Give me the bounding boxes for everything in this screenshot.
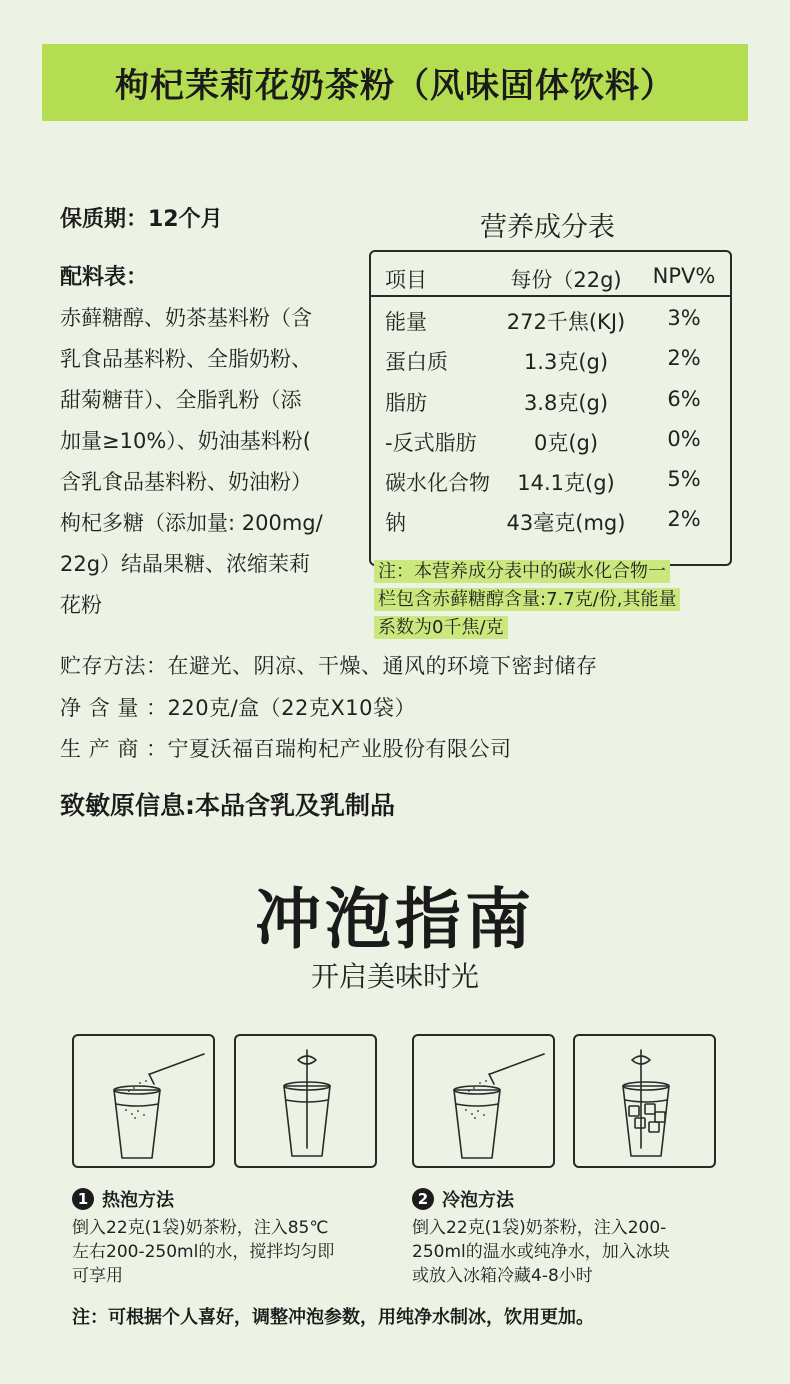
allergen-info: 致敏原信息:本品含乳及乳制品 — [60, 791, 395, 820]
step2-line: 倒入22克(1袋)奶茶粉，注入200- — [412, 1218, 667, 1238]
step2-pour-card — [412, 1034, 555, 1168]
nutrient-name: 碳水化合物 — [385, 471, 490, 495]
ingredients-line: 赤藓糖醇、奶茶基料粉（含 — [60, 306, 312, 330]
nutrition-table — [369, 250, 732, 566]
step1-line: 左右200-250ml的水，搅拌均匀即 — [72, 1242, 335, 1262]
step1-number-badge: 1 — [72, 1188, 94, 1210]
nutrient-name: -反式脂肪 — [385, 431, 477, 455]
step2-ice-card — [573, 1034, 716, 1168]
cup-pour-icon — [414, 1036, 557, 1170]
guide-title: 冲泡指南 — [255, 881, 535, 958]
ingredients-line: 加量≥10%）、奶油基料粉( — [60, 429, 311, 453]
ingredients-heading: 配料表： — [60, 265, 149, 290]
step1-heading — [72, 1186, 174, 1212]
nutrient-npv: 5% — [667, 467, 701, 491]
nutrient-name: 蛋白质 — [385, 350, 448, 374]
nutrient-npv: 6% — [667, 387, 701, 411]
nutrient-npv: 0% — [667, 427, 701, 451]
step2-number-badge: 2 — [412, 1188, 434, 1210]
ingredients-line: 甜菊糖苷）、全脂乳粉（添 — [60, 388, 302, 412]
step2-heading — [412, 1186, 514, 1212]
step2-line: 250ml的温水或纯净水，加入冰块 — [412, 1242, 670, 1262]
step1-line: 可享用 — [72, 1266, 123, 1286]
nutrient-amount: 0克(g) — [533, 431, 599, 455]
ingredients-line: 枸杞多糖（添加量: 200mg/ — [60, 511, 323, 535]
nutrient-name: 能量 — [385, 310, 427, 334]
ingredients-list — [60, 298, 360, 626]
nutrition-note-line: 注：本营养成分表中的碳水化合物一 — [374, 560, 670, 583]
title-banner — [42, 44, 748, 121]
step1-line: 倒入22克(1袋)奶茶粉，注入85℃ — [72, 1218, 329, 1238]
net-content-info: 净 含 量 ：220克/盒（22克X10袋） — [60, 696, 417, 720]
nutrition-title: 营养成分表 — [480, 212, 615, 243]
nutrient-amount: 1.3克(g) — [523, 350, 609, 374]
step1-title: 热泡方法 — [102, 1190, 174, 1211]
guide-subtitle: 开启美味时光 — [310, 960, 479, 993]
ingredients-line: 含乳食品基料粉、奶油粉） — [60, 470, 312, 494]
manufacturer-info: 生 产 商 ：宁夏沃福百瑞枸杞产业股份有限公司 — [60, 737, 512, 761]
nutrient-amount: 14.1克(g) — [517, 471, 615, 495]
nutrient-npv: 2% — [667, 346, 701, 370]
header-per-serving: 每份（22g) — [510, 268, 622, 292]
brewing-note: 注：可根据个人喜好，调整冲泡参数，用纯净水制冰，饮用更加。 — [72, 1307, 594, 1328]
ingredients-line: 花粉 — [60, 593, 102, 617]
cup-ice-stir-icon — [575, 1036, 718, 1170]
step1-stir-card — [234, 1034, 377, 1168]
nutrition-note-line: 栏包含赤藓糖醇含量:7.7克/份,其能量 — [374, 588, 680, 611]
ingredients-line: 22g）结晶果糖、浓缩茉莉 — [60, 552, 311, 576]
table-divider — [371, 295, 730, 297]
cup-stir-icon — [236, 1036, 379, 1170]
header-item: 项目 — [385, 268, 427, 292]
nutrient-amount: 272千焦(KJ) — [506, 310, 626, 334]
step1-pour-card — [72, 1034, 215, 1168]
storage-info: 贮存方法：在避光、阴凉、干燥、通风的环境下密封储存 — [60, 654, 598, 678]
step2-title: 冷泡方法 — [442, 1190, 514, 1211]
nutrient-amount: 3.8克(g) — [523, 391, 609, 415]
nutrition-note — [374, 558, 734, 642]
step1-description — [72, 1216, 382, 1288]
step2-description — [412, 1216, 722, 1288]
nutrition-note-line: 系数为0千焦/克 — [374, 616, 508, 639]
step2-line: 或放入冰箱冷藏4-8小时 — [412, 1266, 593, 1286]
nutrient-npv: 3% — [667, 306, 701, 330]
product-title: 枸杞茉莉花奶茶粉（风味固体饮料） — [115, 66, 675, 106]
nutrient-name: 脂肪 — [385, 391, 427, 415]
nutrient-name: 钠 — [385, 511, 406, 535]
cup-pour-icon — [74, 1036, 217, 1170]
nutrient-amount: 43毫克(mg) — [506, 511, 626, 535]
header-npv: NPV% — [652, 264, 716, 288]
shelf-life: 保质期：12个月 — [60, 207, 223, 232]
ingredients-line: 乳食品基料粉、全脂奶粉、 — [60, 347, 312, 371]
nutrient-npv: 2% — [667, 507, 701, 531]
